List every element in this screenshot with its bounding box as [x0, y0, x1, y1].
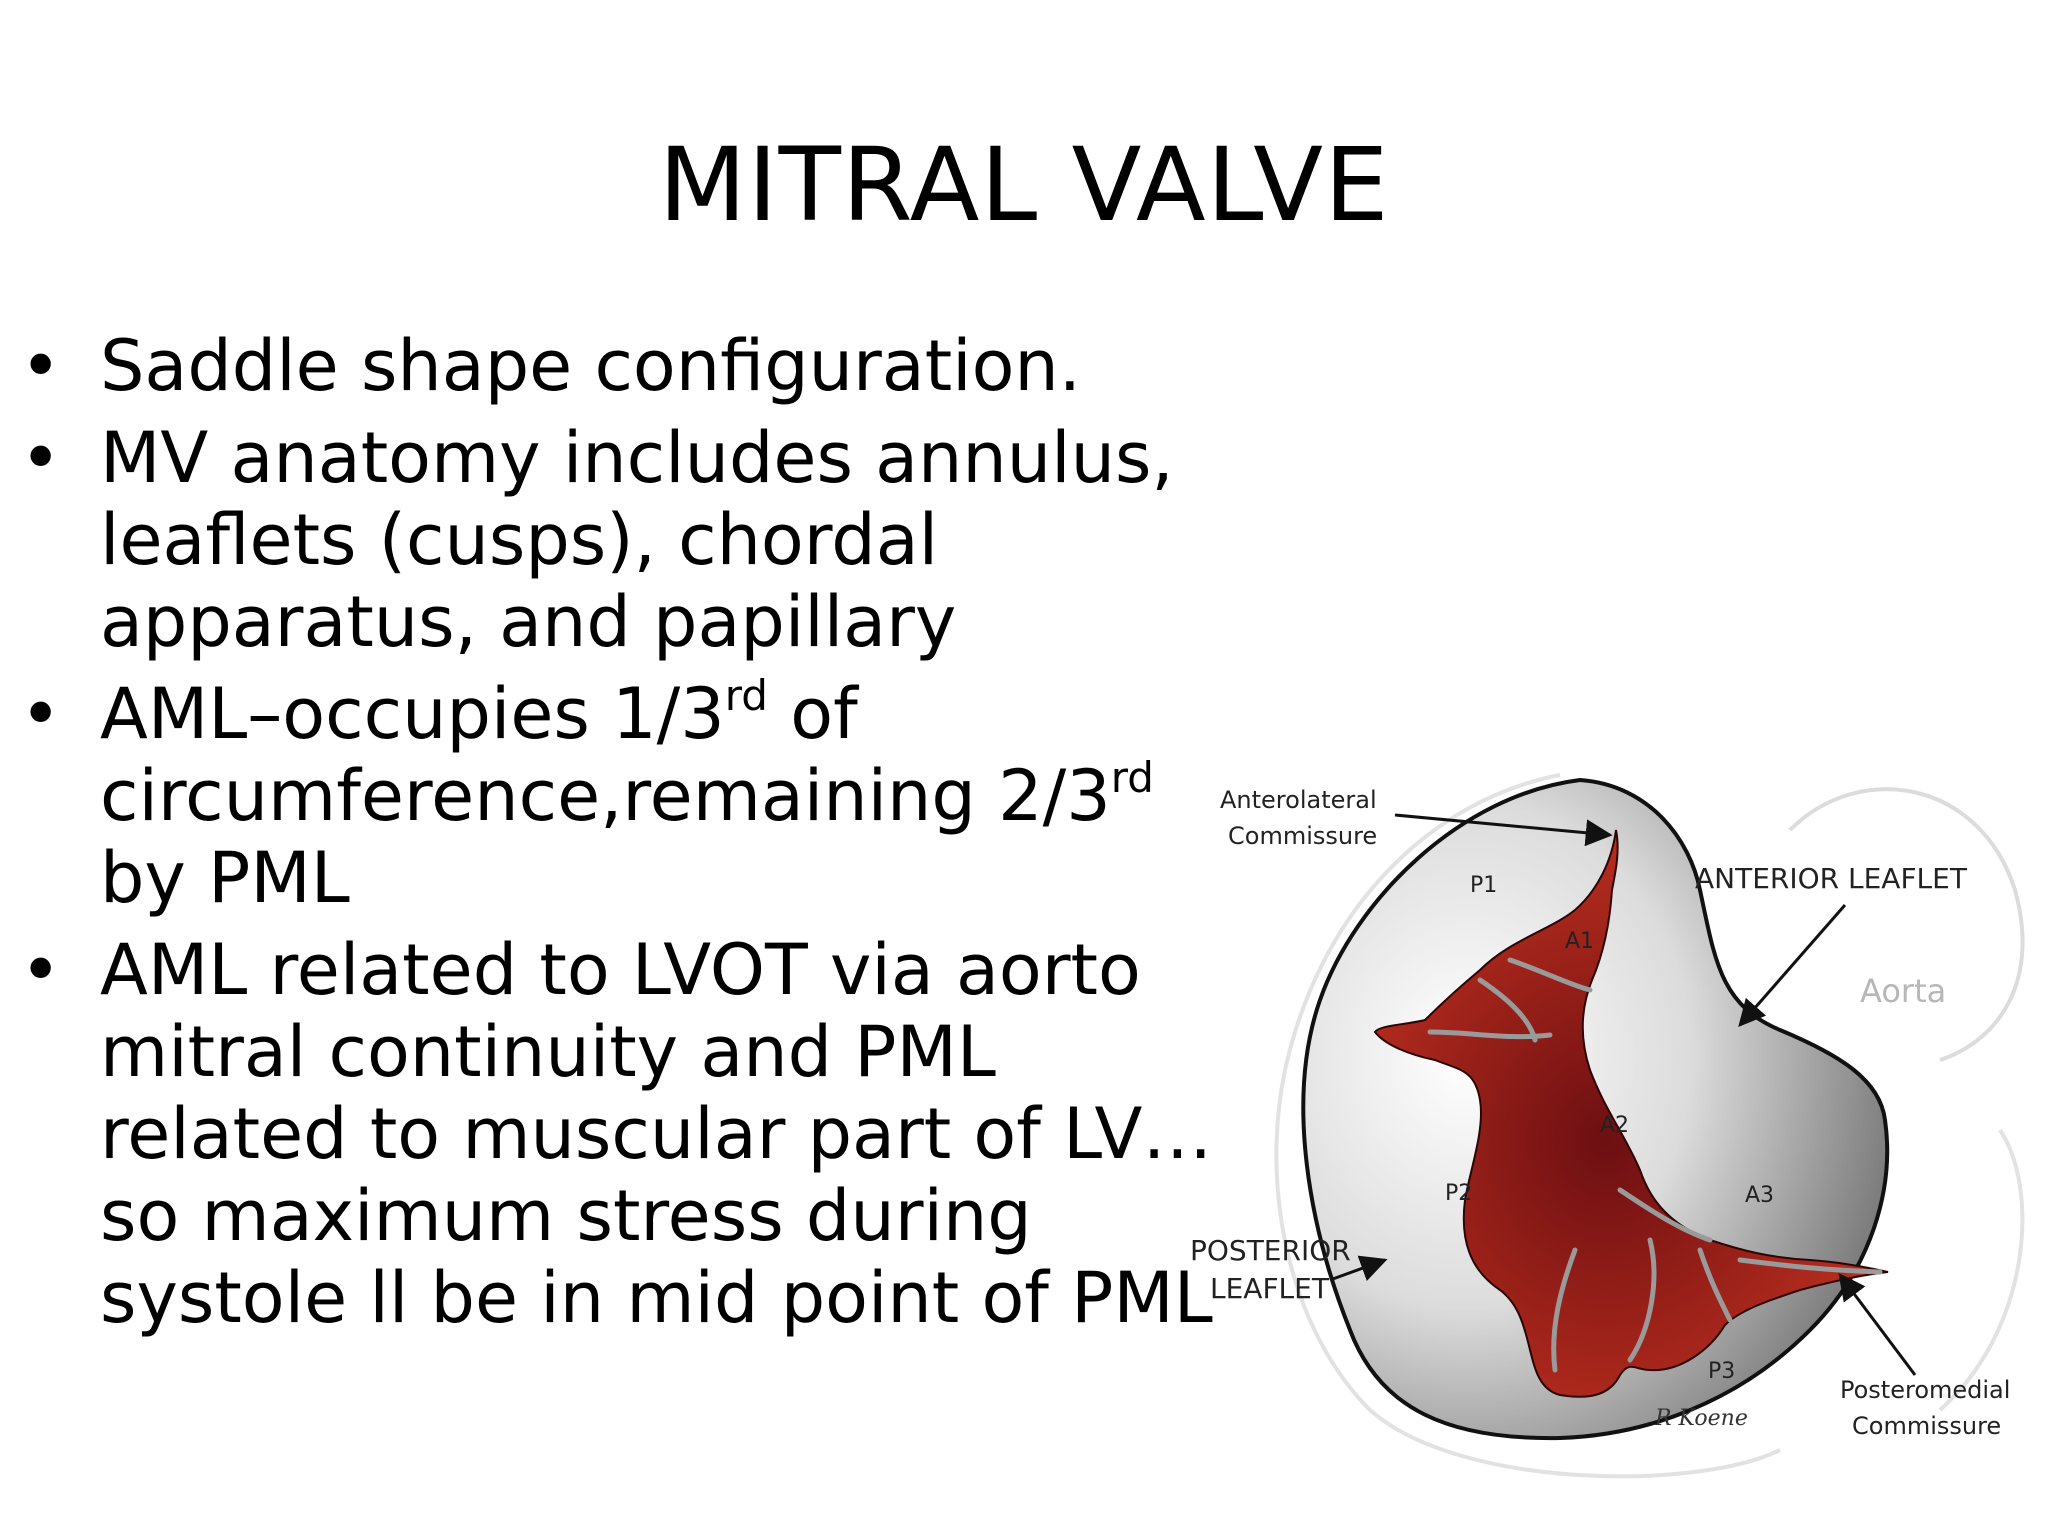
bullet-text-part: of circumference,remaining 2/3 [100, 673, 1111, 837]
segment-a3-label: A3 [1745, 1183, 1775, 1208]
bullet-item [20, 417, 1220, 663]
posterior-leaflet-label-2: LEAFLET [1210, 1272, 1329, 1305]
superscript: rd [1110, 753, 1154, 802]
posteromedial-label-2: Commissure [1852, 1412, 2002, 1440]
annulus-outer-contour-right [1940, 1130, 2022, 1410]
mitral-valve-diagram [1180, 770, 2040, 1490]
segment-p2-label: P2 [1445, 1181, 1473, 1206]
bullet-text: MV anatomy includes annulus, leaflets (cusps), chordal apparatus, and papillary [100, 417, 1174, 663]
bullet-item [20, 673, 1220, 919]
slide-title: MITRAL VALVE [658, 126, 1390, 245]
bullet-symbol: • [20, 673, 62, 755]
segment-a2-label: A2 [1600, 1113, 1630, 1138]
posterior-leaflet-label-1: POSTERIOR [1190, 1234, 1351, 1267]
segment-p3-label: P3 [1708, 1359, 1736, 1384]
anterior-leaflet-arrow [1740, 905, 1845, 1025]
bullet-symbol: • [20, 325, 62, 407]
mitral-valve-svg [1180, 770, 2040, 1490]
segment-a1-label: A1 [1565, 929, 1595, 954]
bullet-symbol: • [20, 929, 62, 1011]
artist-signature: R Koene [1655, 1406, 1748, 1431]
segment-p1-label: P1 [1470, 873, 1498, 898]
bullet-item [20, 929, 1220, 1339]
bullet-text-part: AML–occupies 1/3 [100, 673, 725, 755]
aorta-label: Aorta [1860, 972, 1947, 1010]
bullet-text: Saddle shape configuration. [100, 325, 1082, 407]
anterior-leaflet-label: ANTERIOR LEAFLET [1695, 862, 1967, 895]
bullet-symbol: • [20, 417, 62, 499]
superscript: rd [724, 671, 768, 720]
posteromedial-label-1: Posteromedial [1840, 1376, 2011, 1404]
anterolateral-label-2: Commissure [1228, 822, 1378, 850]
anterolateral-label-1: Anterolateral [1220, 786, 1377, 814]
bullet-text: AML related to LVOT via aorto mitral continuity and PML related to muscular part of LV…so maximum stress during systole ll be in mid point of PML [100, 929, 1213, 1339]
bullet-text-part: by PML [100, 837, 350, 919]
bullet-list [20, 325, 1220, 1349]
posteromedial-arrow [1840, 1275, 1915, 1375]
aorta-outline [1790, 789, 2023, 1060]
bullet-item [20, 325, 1220, 407]
